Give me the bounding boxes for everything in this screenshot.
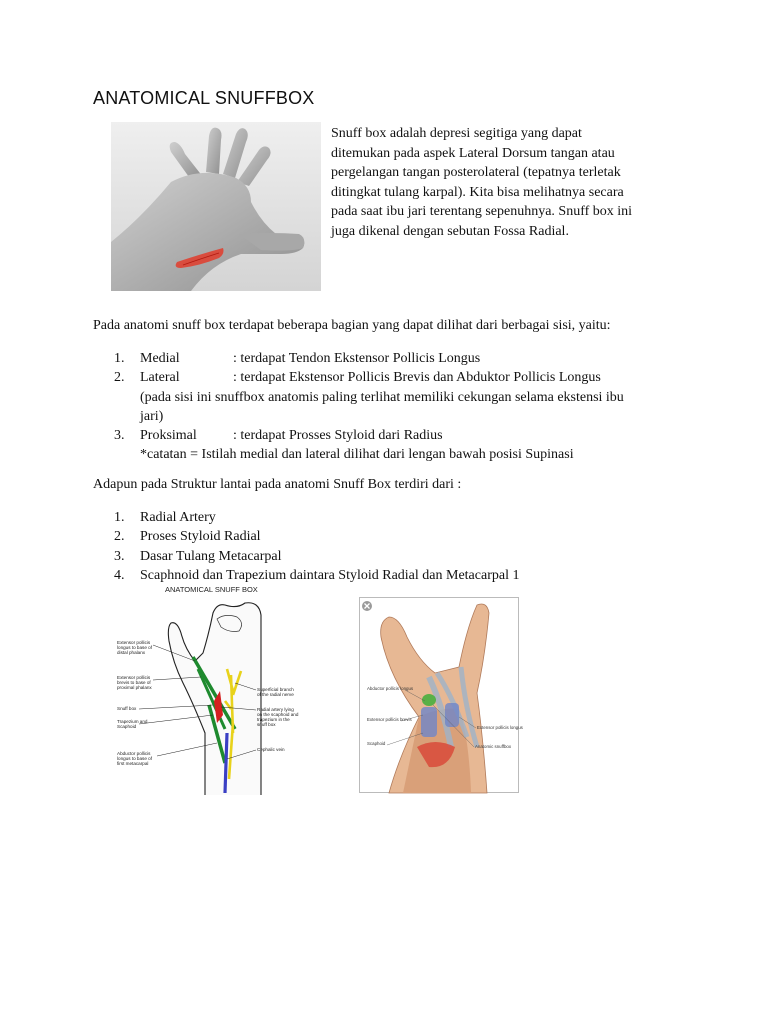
diagram-label: Abductor pollicis (117, 751, 151, 756)
list-text: : terdapat Ekstensor Pollicis Brevis dan Abduktor Pollicis Longus (233, 370, 601, 386)
list-number: 3. (114, 548, 125, 564)
intro-line: pergelangan tangan posterolateral (tepatnya terletak (331, 165, 621, 180)
wrist-illustration (359, 597, 523, 793)
illustration-label: Anatomic snuffbox (475, 744, 512, 749)
svg-text:Extensor pollicislongus to bas (117, 640, 153, 655)
list-text: : terdapat Tendon Ekstensor Pollicis Longus (233, 351, 481, 366)
note-text: *catatan = Istilah medial dan lateral dilihat dari lengan bawah posisi Supinasi (140, 447, 574, 463)
list-term: Proksimal (140, 428, 197, 444)
diagram-label: trapezium in the (257, 717, 290, 722)
list-item (93, 508, 693, 527)
intro-line: ditingkat tulang karpal). Kita bisa melihatnya secara (331, 184, 624, 200)
snuffbox-diagram (113, 583, 299, 795)
list-number: 4. (114, 567, 125, 583)
svg-text:Radial artery lyingon the scap (257, 707, 299, 727)
list-item (93, 426, 693, 465)
list-number: 2. (114, 529, 125, 545)
diagram-title: ANATOMICAL SNUFF BOX (165, 585, 258, 594)
list-number: 3. (114, 428, 125, 444)
diagram-label: distal phalanx (117, 650, 146, 655)
intro-line: Snuff box adalah depresi segitiga yang dapat (331, 126, 582, 141)
list-item (93, 547, 693, 566)
diagram-label: Trapezium and (117, 719, 148, 724)
diagram-label: Snuff box (117, 706, 137, 711)
diagram-label: on the scaphoid and (257, 712, 299, 717)
hand-photo (111, 122, 321, 291)
diagram-label: first metacarpal (117, 761, 149, 766)
diagram-label: longus to base of (117, 645, 152, 650)
diagram-label: Superficial branch (257, 687, 294, 692)
page-title: ANATOMICAL SNUFFBOX (93, 88, 315, 108)
section2-intro: Adapun pada Struktur lantai pada anatomi Snuff Box terdiri dari : (93, 477, 462, 492)
list-item (93, 349, 693, 368)
list-text: Proses Styloid Radial (140, 529, 261, 545)
section2-list (93, 508, 693, 585)
list-item (93, 527, 693, 546)
diagram-label: Radial artery lying (257, 707, 294, 712)
illustration-label: Abductor pollicis longus (367, 686, 414, 691)
list-number: 1. (114, 351, 125, 366)
diagram-label: Extensor pollicis (117, 675, 151, 680)
svg-text:Abductor pollicislongus to bas (117, 751, 153, 766)
illustration-label: Extensor pollicis longus (477, 725, 523, 730)
diagram-label: Scaphoid (117, 724, 137, 729)
diagram-label: proximal phalanx (117, 685, 152, 690)
intro-line: juga dikenal dengan sebutan Fossa Radial. (331, 223, 569, 239)
intro-line: ditemukan pada aspek Lateral Dorsum tangan atau (331, 145, 615, 161)
list-term: Medial (140, 351, 180, 366)
list-text: Dasar Tulang Metacarpal (140, 548, 282, 564)
diagram-label: longus to base of (117, 756, 152, 761)
list-item (93, 368, 693, 426)
illustration-label: Scaphoid (367, 741, 386, 746)
intro-paragraph (331, 124, 671, 241)
list-text: Scaphnoid dan Trapezium daintara Styloid Radial dan Metacarpal 1 (140, 567, 520, 583)
diagram-label: of the radial nerve (257, 692, 294, 697)
list-number: 1. (114, 510, 125, 525)
section1-intro: Pada anatomi snuff box terdapat beberapa bagian yang dapat dilihat dari berbagai sisi, yaitu: (93, 318, 611, 333)
illustration-label: Extensor pollicis brevis (367, 717, 412, 722)
section1-list (93, 349, 693, 465)
diagram-label: Extensor pollicis (117, 640, 151, 645)
list-term: Lateral (140, 370, 180, 386)
diagram-label: snuff box (257, 722, 276, 727)
intro-line: pada saat ibu jari terentang sepenuhnya. Snuff box ini (331, 204, 633, 219)
list-number: 2. (114, 370, 125, 386)
svg-text:Trapezium andScaphoid (117, 719, 148, 729)
list-text-continuation: (pada sisi ini snuffbox anatomis paling terlihat memiliki cekungan selama ekstensi ibu (140, 389, 624, 405)
list-text: : terdapat Prosses Styloid dari Radius (233, 428, 443, 444)
list-text-continuation: jari) (140, 408, 164, 424)
diagram-label: Cephalic vein (257, 747, 285, 752)
svg-text:Superficial branchof the radia (257, 687, 294, 697)
svg-text:Extensor pollicisbrevis to bas (117, 675, 152, 690)
list-text: Radial Artery (140, 510, 216, 525)
diagram-label: brevis to base of (117, 680, 151, 685)
